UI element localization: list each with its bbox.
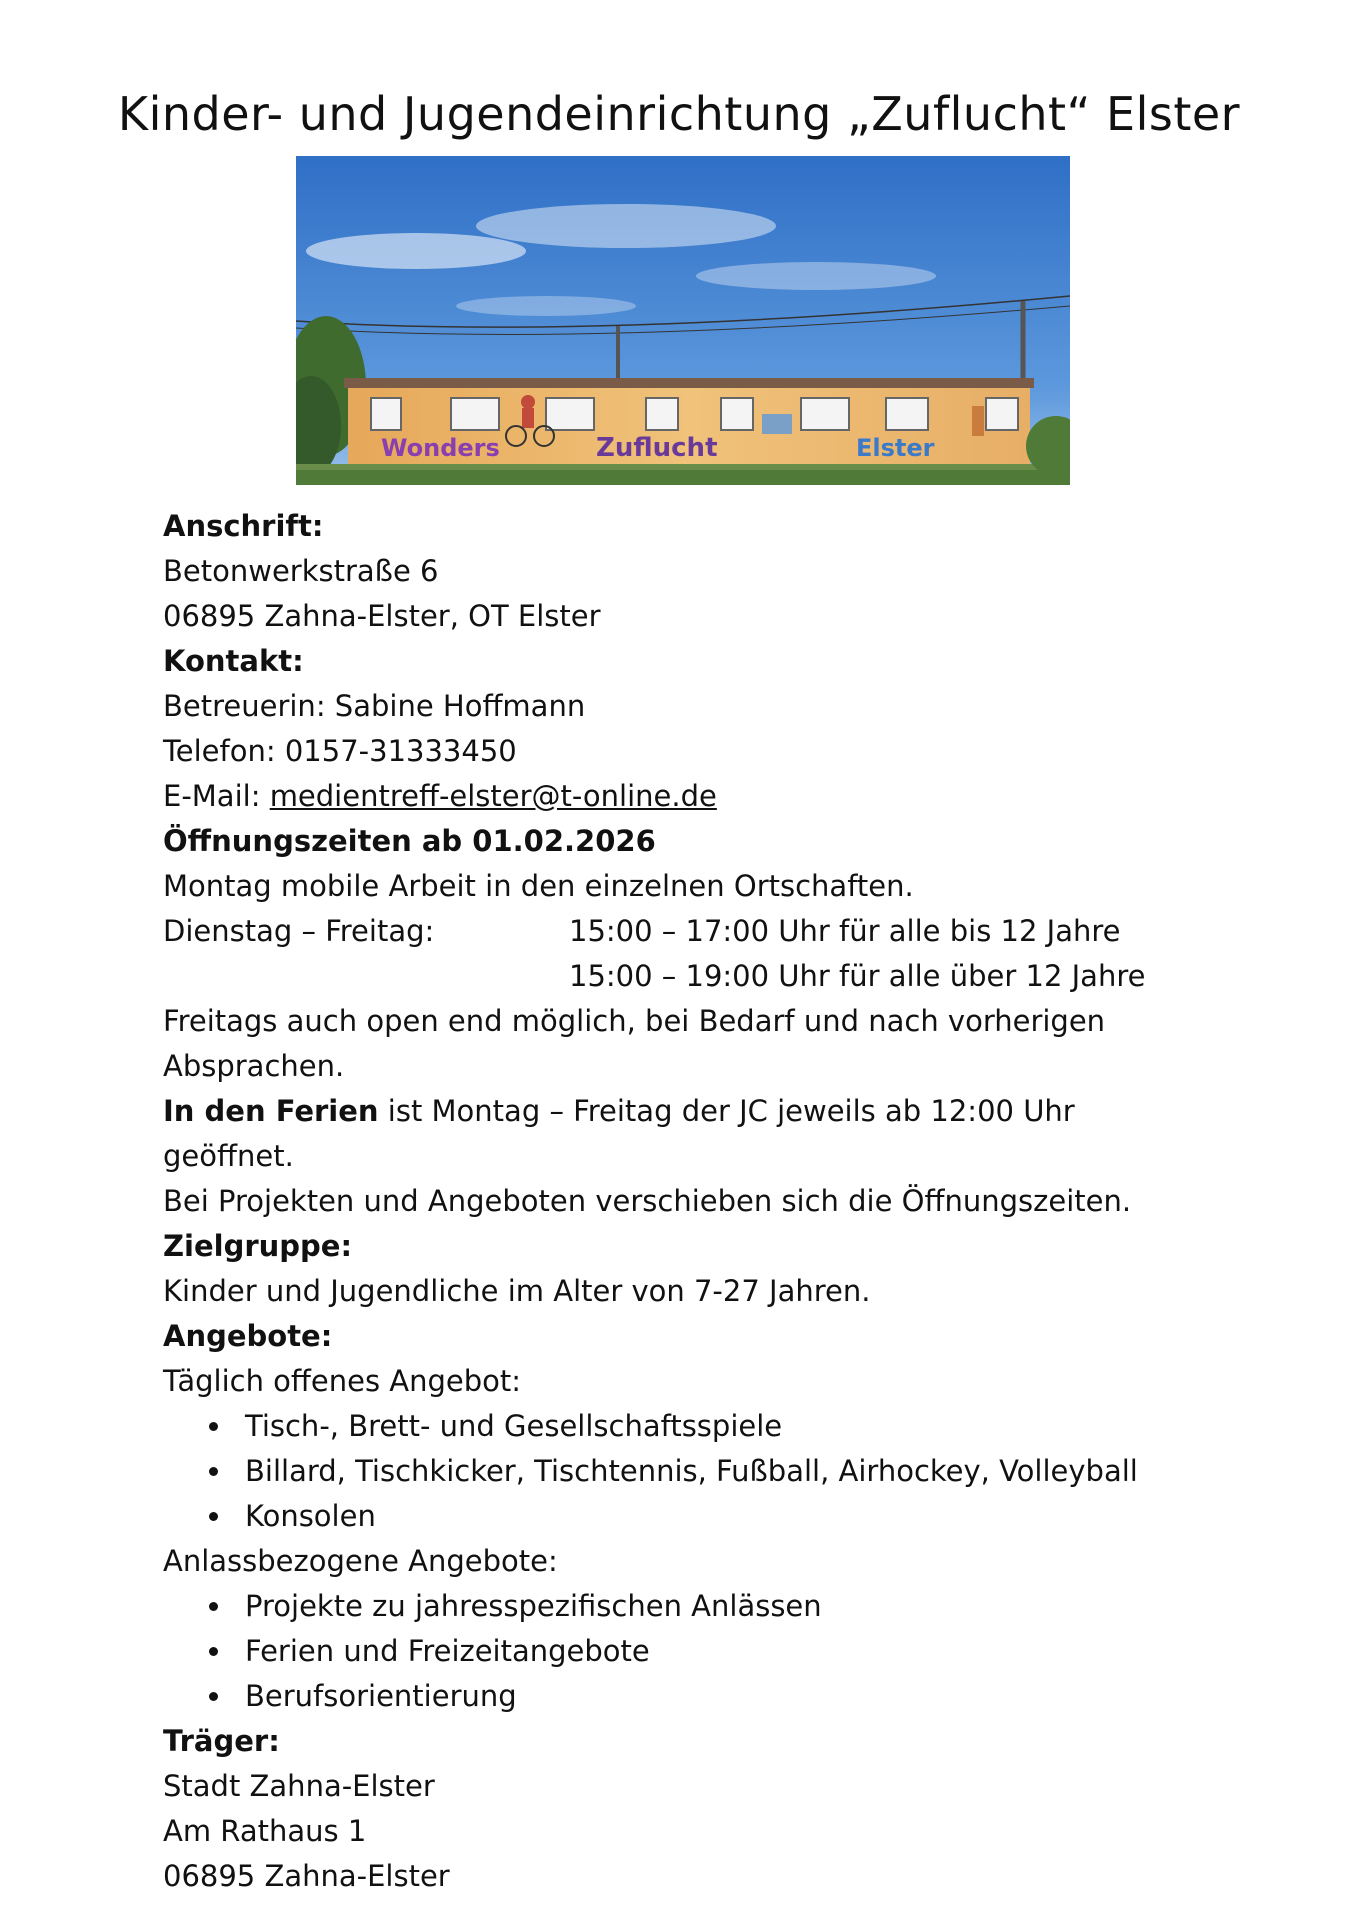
list-item-text: Projekte zu jahresspezifischen Anlässen (245, 1589, 822, 1623)
bullet-icon (209, 1602, 218, 1611)
list-item (163, 1449, 1203, 1494)
list-item (163, 1629, 1203, 1674)
hours-friday-2: Absprachen. (163, 1049, 345, 1083)
hours-weekdays-label: Dienstag – Freitag: (163, 914, 435, 948)
target-text: Kinder und Jugendliche im Alter von 7-27 Jahren. (163, 1274, 871, 1308)
contact-caretaker: Betreuerin: Sabine Hoffmann (163, 689, 586, 723)
bullet-icon (209, 1467, 218, 1476)
content-body (163, 504, 1203, 1899)
hours-holidays-2: geöffnet. (163, 1139, 294, 1173)
hours-slot-2-row (163, 954, 1203, 999)
hours-slot-1: 15:00 – 17:00 Uhr für alle bis 12 Jahre (569, 914, 1121, 948)
sponsor-street: Am Rathaus 1 (163, 1814, 367, 1848)
contact-phone: Telefon: 0157-31333450 (163, 734, 517, 768)
svg-text:Wonders: Wonders (381, 434, 500, 462)
list-item-text: Tisch-, Brett- und Gesellschaftsspiele (245, 1409, 783, 1443)
bullet-icon (209, 1512, 218, 1521)
page-title: Kinder- und Jugendeinrichtung „Zuflucht“ Elster (117, 87, 1241, 141)
address-heading: Anschrift: (163, 509, 324, 543)
target-heading: Zielgruppe: (163, 1229, 353, 1263)
bullet-icon (209, 1422, 218, 1431)
address-city: 06895 Zahna-Elster, OT Elster (163, 599, 601, 633)
list-item-text: Berufsorientierung (245, 1679, 517, 1713)
list-item-text: Konsolen (245, 1499, 376, 1533)
bullet-icon (209, 1692, 218, 1701)
offers-heading: Angebote: (163, 1319, 333, 1353)
hours-monday: Montag mobile Arbeit in den einzelnen Ortschaften. (163, 869, 914, 903)
contact-heading: Kontakt: (163, 644, 304, 678)
hours-holidays-row (163, 1089, 1203, 1134)
list-item (163, 1404, 1203, 1449)
hours-projects: Bei Projekten und Angeboten verschieben sich die Öffnungszeiten. (163, 1184, 1132, 1218)
hours-friday-1: Freitags auch open end möglich, bei Bedarf und nach vorherigen (163, 1004, 1106, 1038)
list-item (163, 1584, 1203, 1629)
list-item (163, 1674, 1203, 1719)
holidays-bold: In den Ferien (163, 1094, 379, 1128)
hours-heading: Öffnungszeiten ab 01.02.2026 (163, 824, 656, 858)
email-link[interactable]: medientreff-elster@t-online.de (269, 779, 717, 813)
list-item-text: Billard, Tischkicker, Tischtennis, Fußball, Airhockey, Volleyball (245, 1454, 1138, 1488)
email-label: E-Mail: (163, 779, 270, 813)
address-street: Betonwerkstraße 6 (163, 554, 439, 588)
contact-email-row (163, 774, 1203, 819)
offers-daily-label: Täglich offenes Angebot: (163, 1364, 522, 1398)
sponsor-heading: Träger: (163, 1724, 280, 1758)
list-item (163, 1494, 1203, 1539)
holidays-rest: ist Montag – Freitag der JC jeweils ab 12:00 Uhr (378, 1094, 1075, 1128)
list-item-text: Ferien und Freizeitangebote (245, 1634, 650, 1668)
hours-weekdays-row (163, 909, 1203, 954)
sponsor-name: Stadt Zahna-Elster (163, 1769, 435, 1803)
graffiti-zuflucht: Zuflucht (596, 433, 718, 463)
hours-slot-2: 15:00 – 19:00 Uhr für alle über 12 Jahre (569, 959, 1146, 993)
bullet-icon (209, 1647, 218, 1656)
building-photo (296, 156, 1070, 485)
offers-occasion-label: Anlassbezogene Angebote: (163, 1544, 558, 1578)
sponsor-city: 06895 Zahna-Elster (163, 1859, 450, 1893)
graffiti-elster: Elster (856, 434, 935, 462)
